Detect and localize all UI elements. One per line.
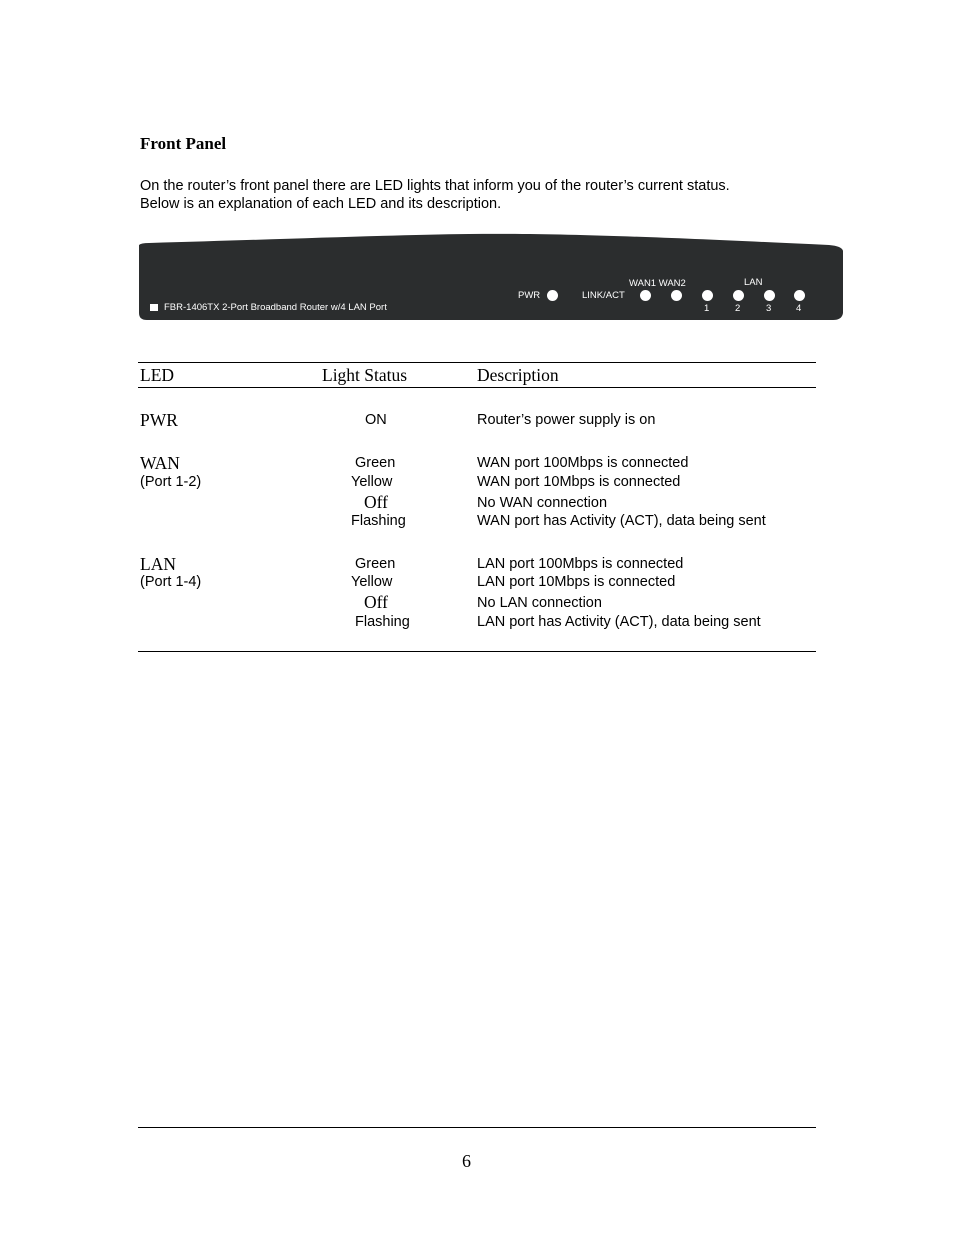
pwr-description: Router’s power supply is on [477,412,656,428]
port-number-3: 3 [766,303,772,314]
intro-line-2: Below is an explanation of each LED and its description. [140,196,502,212]
lan-label: LAN [744,277,763,288]
pwr-led [547,290,558,301]
model-label-marker [150,304,158,311]
lan4-led [794,290,805,301]
pwr-led-name: PWR [140,410,178,430]
lan-description-yellow: LAN port 10Mbps is connected [477,574,676,590]
lan2-led [733,290,744,301]
lan-status-flashing: Flashing [355,614,410,630]
pwr-label: PWR [518,290,541,301]
lan-led-name: LAN [140,554,176,574]
wan-label: WAN1 WAN2 [629,278,686,289]
lan3-led [764,290,775,301]
wan2-led [671,290,682,301]
header-led: LED [140,365,175,385]
wan-description-flashing: WAN port has Activity (ACT), data being sent [477,513,766,529]
lan-status-green: Green [355,556,396,572]
wan-status-off: Off [364,492,388,512]
link-act-label: LINK/ACT [582,290,625,301]
table-bottom-rule [138,651,816,652]
wan-description-off: No WAN connection [477,495,608,511]
section-heading: Front Panel [140,134,227,153]
wan-status-yellow: Yellow [351,474,393,490]
wan-status-flashing: Flashing [351,513,406,529]
page-number: 6 [462,1151,471,1171]
lan-description-green: LAN port 100Mbps is connected [477,556,684,572]
wan-description-green: WAN port 100Mbps is connected [477,455,689,471]
header-light-status: Light Status [322,365,408,385]
port-number-4: 4 [796,303,802,314]
lan-status-yellow: Yellow [351,574,393,590]
wan-port-range: (Port 1-2) [140,474,202,490]
router-front-panel-image [139,233,843,320]
header-description: Description [477,365,559,385]
lan1-led [702,290,713,301]
lan-port-range: (Port 1-4) [140,574,202,590]
port-number-2: 2 [735,303,741,314]
wan1-led [640,290,651,301]
port-number-1: 1 [704,303,710,314]
lan-status-off: Off [364,592,388,612]
wan-description-yellow: WAN port 10Mbps is connected [477,474,681,490]
footer-rule [138,1127,816,1128]
wan-led-name: WAN [140,453,180,473]
wan-status-green: Green [355,455,396,471]
lan-description-off: No LAN connection [477,595,602,611]
lan-description-flashing: LAN port has Activity (ACT), data being sent [477,614,761,630]
intro-paragraph [140,177,730,213]
intro-line-1: On the router’s front panel there are LED lights that inform you of the router’s current status. [140,178,730,194]
pwr-status: ON [365,412,387,428]
header-bottom-rule [138,387,816,388]
table-top-rule [138,362,816,363]
model-label: FBR-1406TX 2-Port Broadband Router w/4 LAN Port [164,302,387,313]
